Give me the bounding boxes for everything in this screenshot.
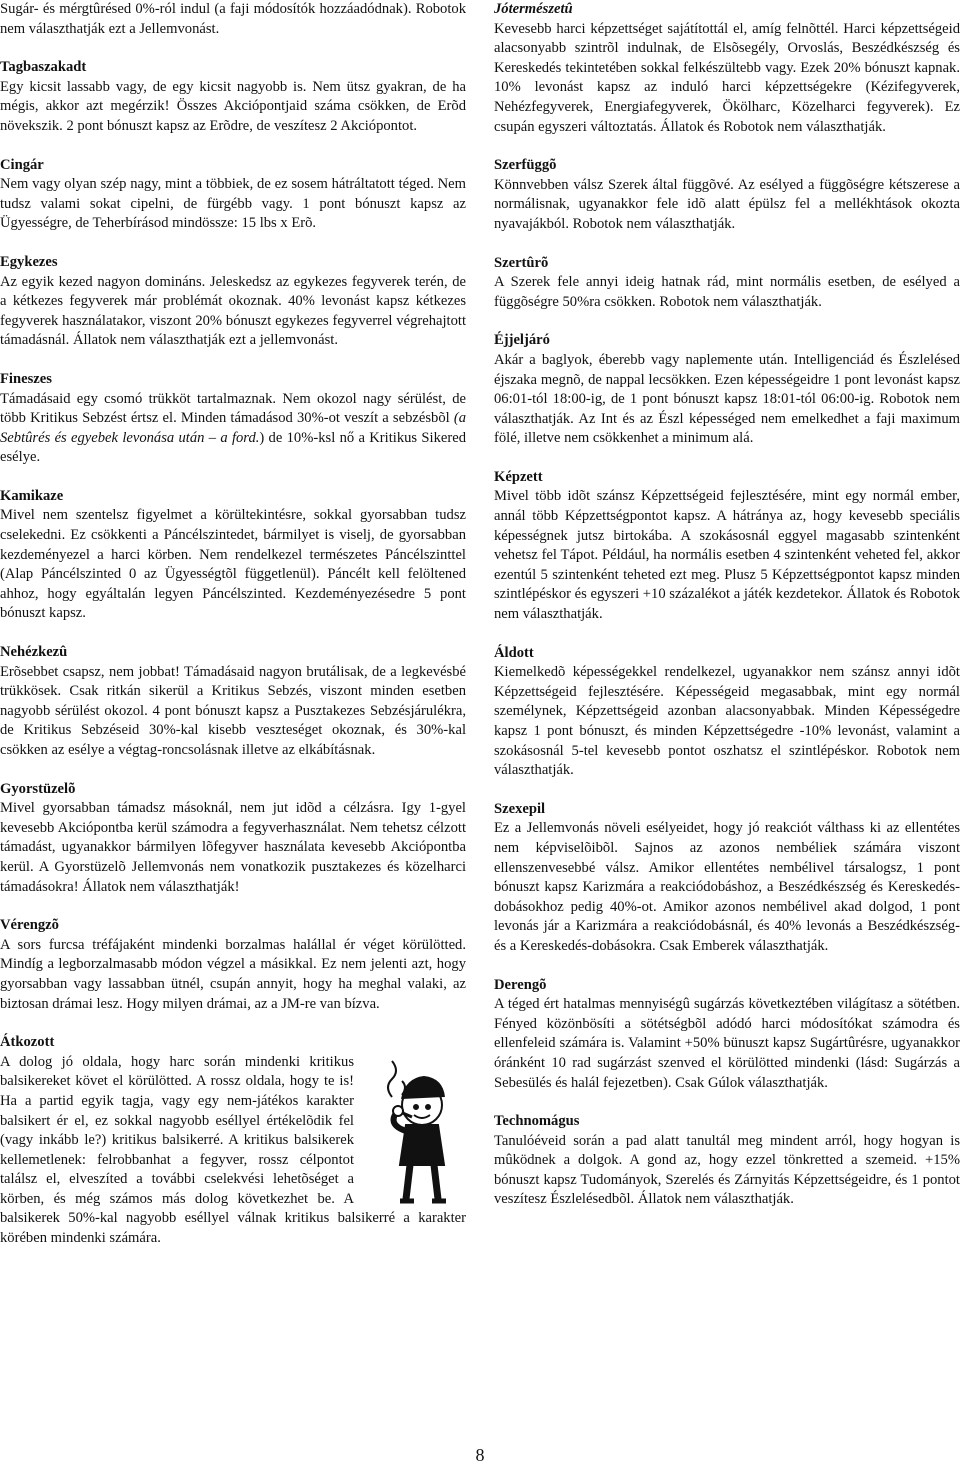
section-title: Gyorstüzelõ: [0, 780, 76, 797]
section-verengzo: [0, 916, 466, 1014]
section-title: Fineszes: [0, 370, 52, 387]
section-title: Egykezes: [0, 253, 58, 270]
section-aldott: [494, 644, 960, 781]
section-text-italic: (a Sebtûrés és egyebek levonása után – a ford.: [0, 410, 466, 446]
section-text: Ez a Jellemvonás növeli esélyeidet, hogy jó reakciót válthass ki az ellentétes nem képviselõibõl. Sajnos az azonos nembéliek számára viszont ellenszenvesebbé válsz. Amikor ellentétes nembélivel társalogsz, 1 pont bónuszt kapsz Karizmára a reakciódobáshoz, a Beszédkészség és Kereskedés-dobásokhoz pedig 40%-ot. Amikor azonos nembélivel akad dolgod, 1 pont levonás jár a Karizmára a reakciódobásnál, és 40% levonás a Beszédkészség- és a Kereskedés-dobásokra. Csak Emberek választhatják.: [494, 820, 960, 954]
section-kepzett: [494, 468, 960, 625]
section-text: Mivel nem szentelsz figyelmet a körültekintésre, sokkal gyorsabban tudsz cselekedni. Ez csökkenti a Páncélszintedet, bármilyet is viselj, de gyorsabban kezdeményezel a harci körben. Nem rendelkezel természetes Páncélszinttel (Alap Páncélszinted 0 az Ügyességtõl függetlenül). Páncélt kell felöltened ahhoz, hogy egyáltalán legyen Páncélszinted. Kezdeményezésedre 5 pont bónuszt kapsz.: [0, 507, 466, 622]
section-title: Képzett: [494, 468, 543, 485]
section-title: Áldott: [494, 644, 534, 661]
section-text-part: ) de 10%-ksl nő a Kritikus Sikered esélye.: [0, 429, 466, 466]
section-gyorstuzelo: [0, 780, 466, 898]
section-cingar: [0, 156, 466, 234]
section-text-part: Támadásaid egy csomó trükköt tartalmaznak. Nem okozol nagy sérülést, de több Kritikus Sebzést értsz el. Minden támadásod 30%-ot veszít a sebzésbõl: [0, 390, 466, 427]
section-derengo: [494, 976, 960, 1094]
section-text: Akár a baglyok, éberebb vagy naplemente után. Intelligenciád és Észlelésed éjszaka megnõ, de nappal lecsökken. Ezen képességeidre 1 pont levonást kapsz 06:01-tól 18:00-ig, de 1 pont bónuszt kapsz 18:01-tól 06:00-ig. Robotok nem választhatják. Az Int és az Észl képességed nem emelkedhet a faji maximum fölé, illetve nem csökkenhet a minimum alá.: [494, 351, 960, 447]
section-tagbaszakadt: [0, 58, 466, 136]
section-title: Éjjeljáró: [494, 332, 550, 349]
intro-text: Sugár- és mérgtûrésed 0%-ról indul (a faji módosítók hozzáadódnak). Robotok nem választhatják ezt a Jellemvonást.: [0, 1, 466, 37]
section-nehezkezu: [0, 643, 466, 761]
section-title: Derengõ: [494, 976, 547, 993]
section-title: Szertûrõ: [494, 254, 549, 271]
section-technomagus: [494, 1112, 960, 1210]
section-text: Kevesebb harci képzettséget sajátítottál el, amíg felnõttél. Harci képzettségeid alacsonyabb szintrõl indulnak, de Elsõsegély, Orvoslás, Beszédkészség és Kereskedés tekintetében sokkal felkészültebb vagy. Ezek 20% bónuszt kapnak. 10% levonást kapsz az induló harci képzettségekre (Kézifegyverek, Nehézfegyverek, Energiafegyverek, Ökölharc, Közelharci fegyverek). Ez csupán egyszeri változtatás. Állatok és Robotok nem választhatják.: [494, 20, 960, 135]
section-szexepil: [494, 800, 960, 957]
section-text: A Szerek fele annyi ideig hatnak rád, mint normális esetben, de esélyed a függõségre 50%ra csökken. Robotok nem választhatják.: [494, 274, 960, 310]
section-egykezes: [0, 253, 466, 351]
section-title: Cingár: [0, 156, 44, 173]
left-column: [0, 0, 466, 1268]
section-title: Technomágus: [494, 1113, 580, 1130]
section-text: A dolog jó oldala, hogy harc során mindenki kritikus balsikereket követ el körülötted. A rossz oldala, hogy te is! Ha a partid egyik tagja, vagy egy nem-játékos karakter balsikert ér el, ez sokkal nagyobb eséllyel értékelõdik fel (vagy inkább le?) kritikus balsikerré. A kritikus balsikerek kellemetlenek: felrobbanhat a fegyver, rossz célpontot találsz el, elveszíted a további cselekvési lehetõséget a körben, és még számos más dolog következhet be. A balsikerek 50%-kal nagyobb eséllyel válnak kritikus balsikerré a karakter körében mindenki számára.: [0, 1053, 466, 1247]
section-text: Az egyik kezed nagyon domináns. Jeleskedsz az egykezes fegyverek terén, de a kétkezes fegyverek már problémát okoznak. 40% levonást kapsz kétkezes fegyverek használatakor, viszont 20% bónuszt egykezes fegyverrel végrehajtott támadásnál. Állatok nem választhatják ezt a jellemvonást.: [0, 273, 466, 349]
section-title: Átkozott: [0, 1034, 55, 1051]
smoking-mascot-icon: [362, 1057, 466, 1207]
section-text: Könnvebben válsz Szerek által függõvé. Az esélyed a függõségre kétszerese a normálisnak, ugyanakkor fele idõ alatt épülsz fel a mellékhtások okozta nyavajákból. Robotok nem választhatják.: [494, 176, 960, 232]
section-title: Jótermészetû: [494, 1, 573, 17]
section-text: [0, 390, 466, 468]
section-jotermeszetu: [494, 0, 960, 137]
section-text: Kiemelkedõ képességekkel rendelkezel, ugyanakkor nem szánsz annyi idõt Képzettségeid fejlesztésére. Képességeid megasabbak, mint egy normál személynek, Képzettségeid azonban alacsonyabbak. Minden Képességedre kapsz 1 pont bónuszt, és minden Képzettségedre -10% levonást, valamint a szokásosnál 5-tel kevesebb pontot oszhatsz el szintlépéskor. Robotok nem választhatják.: [494, 664, 960, 779]
section-title: Nehézkezû: [0, 644, 68, 661]
section-text: Mivel gyorsabban támadsz másoknál, nem jut idõd a célzásra. Igy 1-gyel kevesebb Akciópontba kerül számodra a fegyverhasználat. Nem tehetsz célzott támadást, ugyanakkor bármilyen lõfegyver használata kevesebb Akciópontba kerül. A Gyorstüzelõ Jellemvonás nem vonatkozik pusztakezes és közelharci támadásokra! Állatok nem választhatják!: [0, 800, 466, 895]
section-text: A sors furcsa tréfájaként mindenki borzalmas halállal ér véget körülötted. Mindíg a legborzalmasabb módon végzel a másikkal. Ez nem jelenti azt, hogy gyorsabban vagy lassabban ütnél, csupán annyit, hogy ha meghal valaki, az biztosan drámai lesz. Hogy milyen drámai, az a JM-re van bízva.: [0, 936, 466, 1012]
section-atkozott: [0, 1033, 466, 1249]
section-fineszes: [0, 370, 466, 468]
section-text: Mivel több idõt szánsz Képzettségeid fejlesztésére, mint egy normál ember, annál több Képzettségpontot kapsz. A hátránya az, hogy kevesebb speciális képességnek jutsz birtokába. A szokásosnál eggyel magasabb szintenként vehetsz fel Tápot. Például, ha normális esetben 4 szintenként veheted fel, akkor ezentúl 5 szintenként teheted ezt meg. Plusz 5 Képzettségpontot kapsz minden szintlépéskor és egyszeri +10 százalékot a játék kezdetekor. Állatok és Robotok nem választhatják.: [494, 488, 960, 623]
section-szerturo: [494, 254, 960, 313]
page-number: 8: [475, 1445, 485, 1465]
section-title: Szexepil: [494, 800, 546, 817]
section-title: Szerfüggõ: [494, 157, 557, 174]
section-title: Kamikaze: [0, 487, 64, 504]
section-ejjeljaro: [494, 331, 960, 449]
section-text: Erõsebbet csapsz, nem jobbat! Támadásaid nagyon brutálisak, de a legkevésbé trükkösek. Csak ritkán sikerül a Kritikus Sebzés, viszont minden esetben nagyobb sérülést okozol. 4 pont bónuszt kapsz a Pusztakezes Sebzésjárulékra, de Kritikus Sebzéseid 30%-kal kisebb veszteséget okoznak, és 30%-kal csökken az esélye a végtag-roncsolásnak illetve az elkábításnak.: [0, 663, 466, 758]
section-title: Tagbaszakadt: [0, 59, 87, 76]
section-title: Vérengzõ: [0, 917, 59, 934]
section-kamikaze: [0, 487, 466, 624]
section-text: Egy kicsit lassabb vagy, de egy kicsit nagyobb is. Nem ütsz gyakran, de ha mégis, akkor azt megérzik! Összes Akciópontjaid száma csökken, de Erõd növekszik. 2 pont bónuszt kapsz az Erõdre, de veszítesz 2 Akciópontot.: [0, 78, 466, 134]
section-szerfuggo: [494, 156, 960, 234]
section-text: Tanulóéveid során a pad alatt tanultál meg mindent arról, hogy hogyan is mûködnek a dolgok. A gond az, hogy ezzel tönkretted a szemeid. +15% bónuszt kapsz Tudományok, Szerelés és Zárnyitás Képzettségeidre, és 1 pontot veszítesz Észlelésedbõl. Állatok nem választhatják.: [494, 1132, 960, 1208]
section-text: Nem vagy olyan szép nagy, mint a többiek, de ez sosem hátráltatott téged. Nem tudsz valami sokat cipelni, de fürgébb vagy. 1 pont bónuszt kapsz az Ügyességre, de Teherbírásod mindössze: 15 lbs x Erõ.: [0, 176, 466, 232]
section-text: A téged ért hatalmas mennyiségû sugárzás következtében világítasz a sötétben. Fényed közönbösíti a sötétségbõl adódó harci módosítókat számodra és ellenfeleid számára is. Valamint +50% bünuszt kapsz Sugártûrésre, ugyanakkor óránként 10 rad sugárzást szenved el körülötted mindenki (lásd: Sugárzás a Sebesülés és halál fejezetben). Csak Gúlok választhatják.: [494, 996, 960, 1091]
right-column: [494, 0, 960, 1229]
intro-section: [0, 0, 466, 39]
